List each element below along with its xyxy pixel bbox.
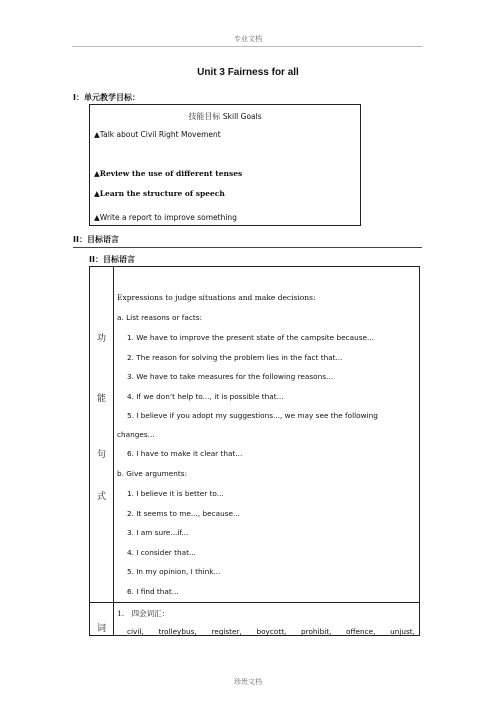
list-item: 1. We have to improve the present state of the campsite because... (127, 333, 374, 342)
vocab-label-char: 词 (96, 624, 106, 634)
expressions-intro: Expressions to judge situations and make decisions: (117, 293, 316, 302)
goal-item: ▲Learn the structure of speech (94, 189, 225, 198)
section-divider (73, 247, 422, 248)
list-item: 1. I believe it is better to... (127, 489, 224, 498)
target-language-table (89, 266, 420, 636)
list-item: 6. I have to make it clear that... (127, 449, 243, 458)
skill-goals-box (89, 104, 361, 226)
vocab-heading: 1. 四会词汇： (117, 609, 170, 618)
skill-goals-title-cn: 技能目标 (188, 112, 221, 121)
vocab-word: prohibit, (300, 627, 332, 636)
list-item: 5. I believe if you adopt my suggestions..., we may see the following (127, 411, 378, 420)
vocab-word-list (127, 627, 415, 636)
table-row-divider (90, 602, 419, 603)
list-item: 2. The reason for solving the problem lies in the fact that... (127, 353, 343, 362)
goal-item: ▲Talk about Civil Right Movement (94, 130, 221, 139)
goal-item: ▲Review the use of different tenses (94, 169, 243, 178)
vocab-word: offence, (346, 627, 376, 636)
list-item: 4. If we don’t help to..., it is possible that... (127, 392, 284, 401)
skill-goals-title-en: Skill Goals (222, 112, 262, 121)
section-heading-language: II：目标语言 (73, 235, 119, 244)
section-heading-goals: I：单元教学目标： (73, 93, 140, 102)
part-a-heading: a. List reasons or facts: (117, 313, 202, 322)
skill-goals-title (90, 111, 360, 122)
list-item: 4. I consider that... (127, 548, 196, 557)
list-item: 2. It seems to me..., because... (127, 509, 240, 518)
vocab-word: trolleybus, (158, 627, 197, 636)
vocab-word: register, (211, 627, 242, 636)
func-label-char: 句 (96, 450, 106, 460)
page-footer: 珍贵文档 (234, 678, 262, 686)
func-label-char: 功 (96, 334, 106, 344)
func-label-char: 能 (96, 394, 106, 404)
list-item: 5. In my opinion, I think... (127, 567, 221, 576)
document-title: Unit 3 Fairness for all (197, 67, 299, 78)
vocab-word: unjust, (390, 627, 415, 636)
table-column-divider (113, 267, 114, 635)
part-b-heading: b. Give arguments: (117, 469, 188, 478)
section-subheading-language: II：目标语言 (89, 255, 135, 264)
list-item: 3. I am sure...if... (127, 528, 189, 537)
func-label-char: 式 (96, 492, 106, 502)
list-item: 3. We have to take measures for the following reasons... (127, 372, 334, 381)
goal-item: ▲Write a report to improve something (94, 213, 237, 222)
list-item-continuation: changes... (117, 430, 155, 439)
header-divider (72, 46, 422, 47)
vocab-word: boycott, (256, 627, 287, 636)
vocab-word: civil, (127, 627, 144, 636)
page-header: 专业文档 (234, 35, 262, 43)
list-item: 6. I find that... (127, 587, 179, 596)
